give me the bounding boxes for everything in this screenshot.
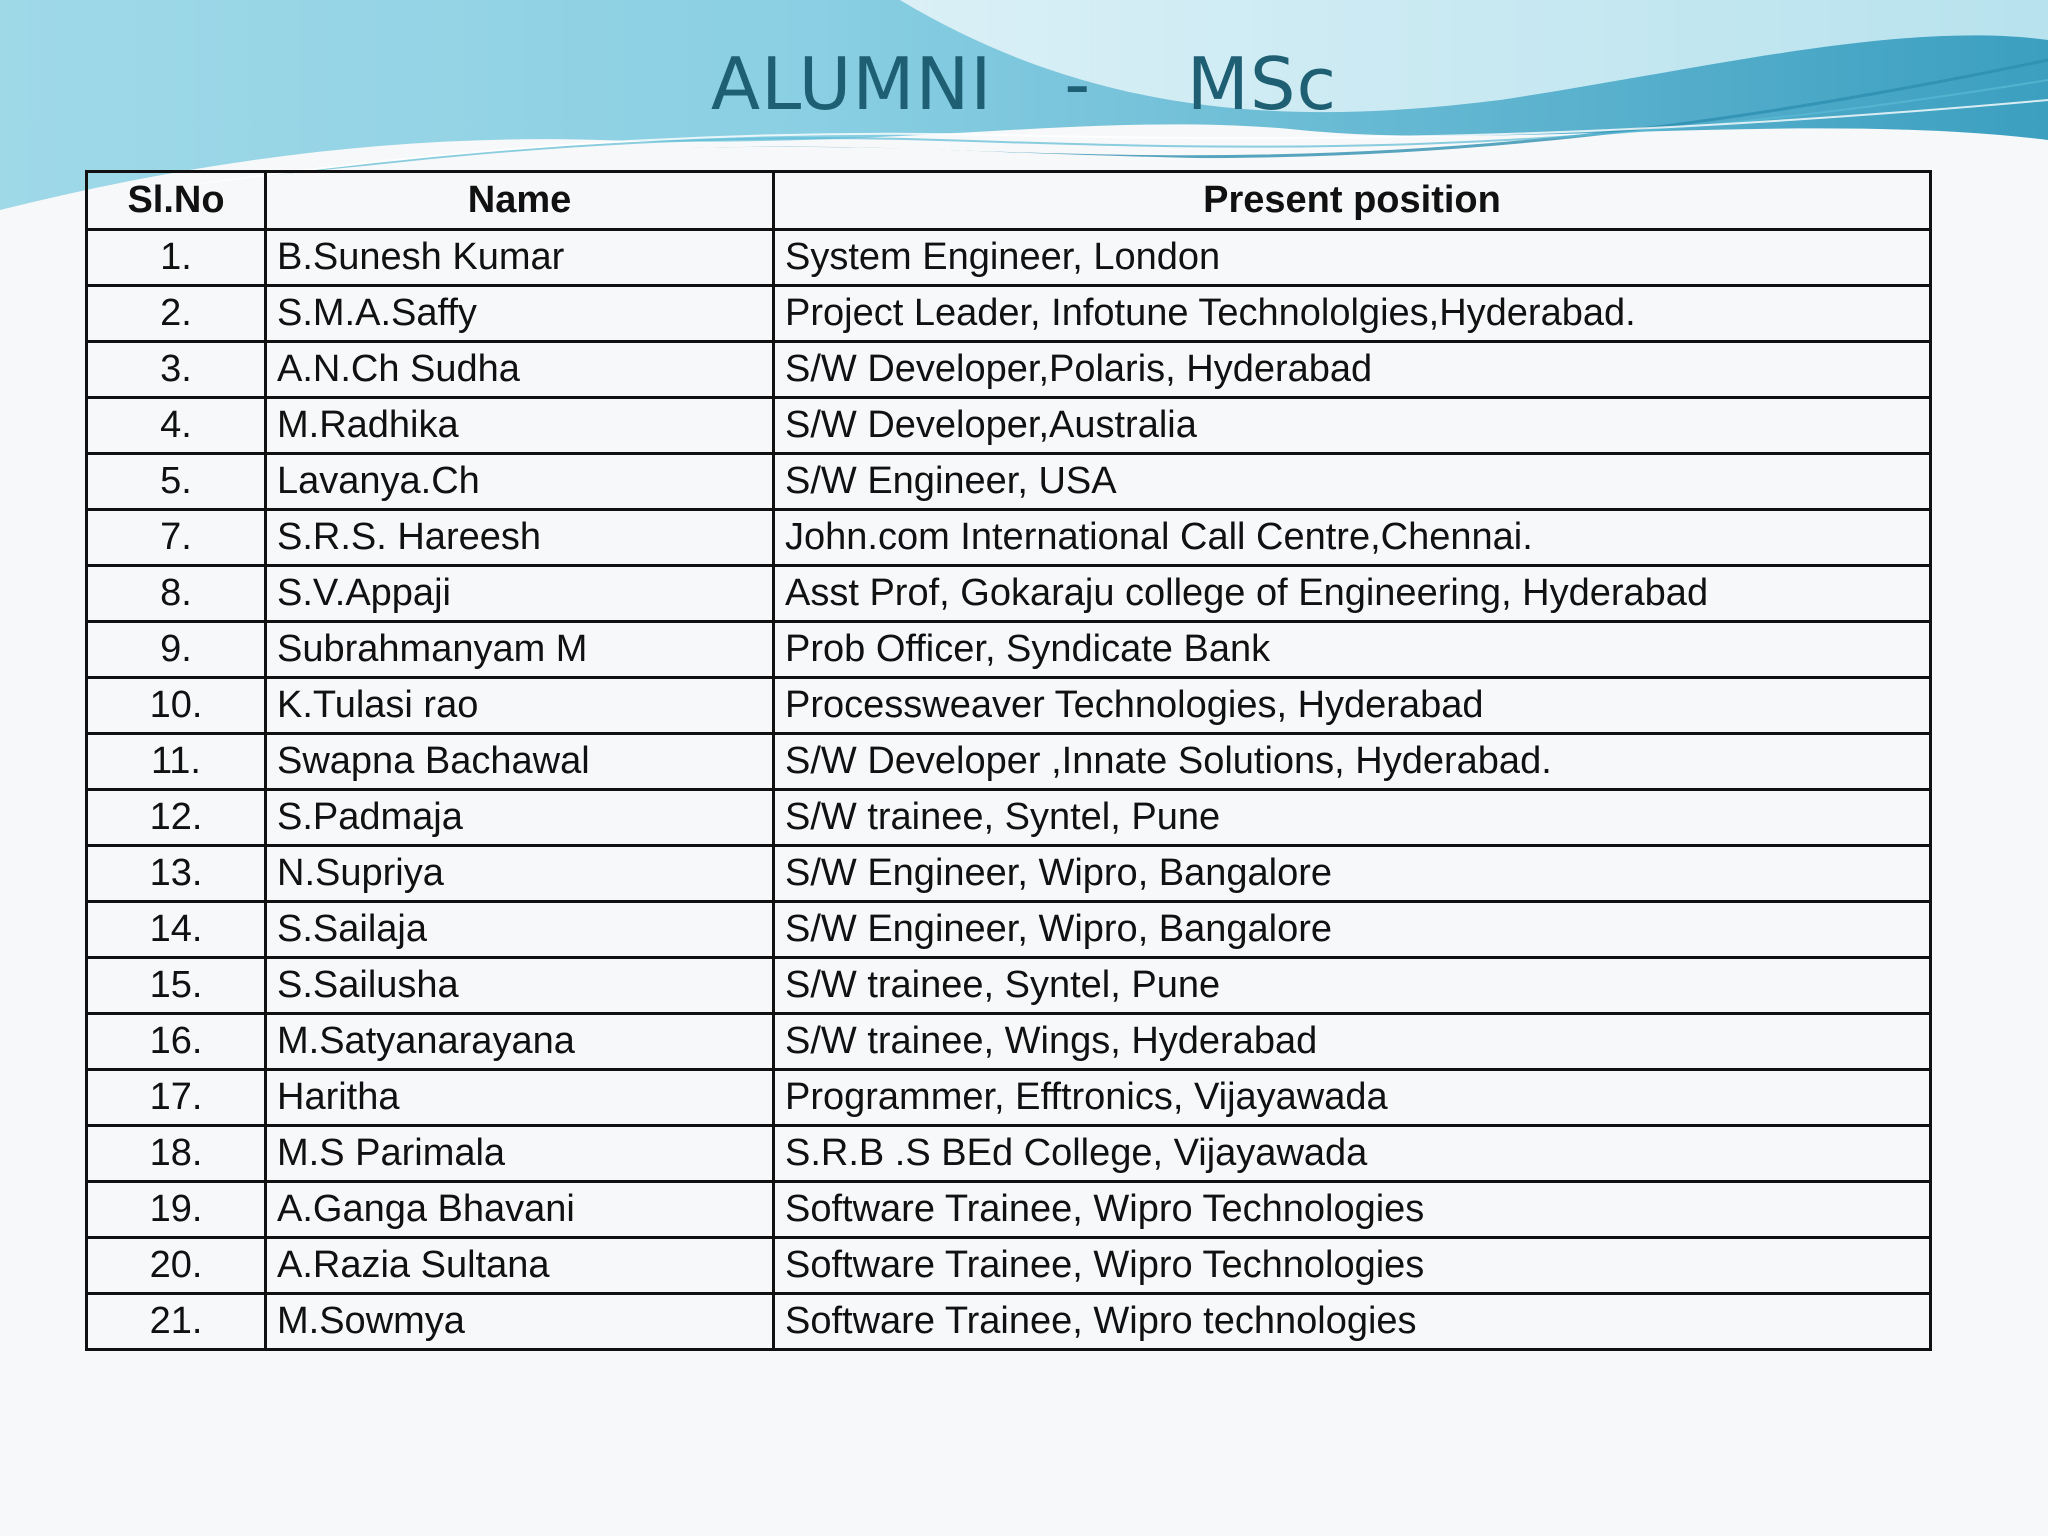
table-row [87,510,1931,566]
table-row [87,398,1931,454]
table-row [87,230,1931,286]
cell-name: Lavanya.Ch [266,454,774,510]
cell-sl-no: 14. [87,902,266,958]
cell-name: A.Razia Sultana [266,1238,774,1294]
cell-name: K.Tulasi rao [266,678,774,734]
cell-name: S.M.A.Saffy [266,286,774,342]
cell-sl-no: 17. [87,1070,266,1126]
cell-sl-no: 20. [87,1238,266,1294]
cell-name: A.N.Ch Sudha [266,342,774,398]
cell-name: A.Ganga Bhavani [266,1182,774,1238]
cell-sl-no: 7. [87,510,266,566]
cell-name: S.Padmaja [266,790,774,846]
table-row [87,678,1931,734]
table-row [87,454,1931,510]
alumni-table-container [85,170,1929,1351]
cell-position: S/W trainee, Syntel, Pune [774,958,1931,1014]
cell-position: Programmer, Efftronics, Vijayawada [774,1070,1931,1126]
cell-position: S/W Developer,Polaris, Hyderabad [774,342,1931,398]
cell-sl-no: 10. [87,678,266,734]
table-row [87,958,1931,1014]
cell-position: Processweaver Technologies, Hyderabad [774,678,1931,734]
header-name: Name [266,172,774,230]
cell-name: S.Sailusha [266,958,774,1014]
slide-title: ALUMNI - MSc [710,42,1338,126]
cell-name: M.Satyanarayana [266,1014,774,1070]
table-row [87,1238,1931,1294]
table-row [87,1070,1931,1126]
cell-name: S.R.S. Hareesh [266,510,774,566]
cell-sl-no: 5. [87,454,266,510]
header-present-position: Present position [774,172,1931,230]
cell-sl-no: 13. [87,846,266,902]
cell-sl-no: 16. [87,1014,266,1070]
cell-sl-no: 3. [87,342,266,398]
cell-position: S/W Engineer, Wipro, Bangalore [774,846,1931,902]
cell-position: Software Trainee, Wipro Technologies [774,1238,1931,1294]
cell-sl-no: 1. [87,230,266,286]
cell-position: System Engineer, London [774,230,1931,286]
cell-position: Prob Officer, Syndicate Bank [774,622,1931,678]
table-row [87,734,1931,790]
table-row [87,622,1931,678]
alumni-table [85,170,1932,1351]
cell-name: S.V.Appaji [266,566,774,622]
cell-name: N.Supriya [266,846,774,902]
cell-position: S/W Engineer, USA [774,454,1931,510]
cell-position: S/W trainee, Syntel, Pune [774,790,1931,846]
cell-name: M.S Parimala [266,1126,774,1182]
cell-position: Asst Prof, Gokaraju college of Engineering, Hyderabad [774,566,1931,622]
cell-name: S.Sailaja [266,902,774,958]
cell-position: S.R.B .S BEd College, Vijayawada [774,1126,1931,1182]
table-row [87,1182,1931,1238]
table-row [87,902,1931,958]
table-row [87,566,1931,622]
cell-name: Subrahmanyam M [266,622,774,678]
cell-sl-no: 15. [87,958,266,1014]
table-row [87,846,1931,902]
cell-sl-no: 21. [87,1294,266,1350]
table-row [87,1014,1931,1070]
cell-name: Haritha [266,1070,774,1126]
table-row [87,790,1931,846]
cell-name: M.Radhika [266,398,774,454]
cell-name: B.Sunesh Kumar [266,230,774,286]
cell-sl-no: 12. [87,790,266,846]
cell-position: S/W Developer ,Innate Solutions, Hyderabad. [774,734,1931,790]
cell-position: S/W Engineer, Wipro, Bangalore [774,902,1931,958]
cell-position: John.com International Call Centre,Chennai. [774,510,1931,566]
cell-sl-no: 2. [87,286,266,342]
cell-sl-no: 19. [87,1182,266,1238]
cell-sl-no: 11. [87,734,266,790]
cell-name: M.Sowmya [266,1294,774,1350]
cell-sl-no: 9. [87,622,266,678]
table-row [87,342,1931,398]
header-sl-no: Sl.No [87,172,266,230]
cell-sl-no: 8. [87,566,266,622]
cell-position: Software Trainee, Wipro technologies [774,1294,1931,1350]
table-row [87,1126,1931,1182]
cell-sl-no: 18. [87,1126,266,1182]
cell-position: Software Trainee, Wipro Technologies [774,1182,1931,1238]
cell-sl-no: 4. [87,398,266,454]
cell-name: Swapna Bachawal [266,734,774,790]
cell-position: S/W trainee, Wings, Hyderabad [774,1014,1931,1070]
table-header-row [87,172,1931,230]
cell-position: Project Leader, Infotune Technololgies,Hyderabad. [774,286,1931,342]
cell-position: S/W Developer,Australia [774,398,1931,454]
table-row [87,1294,1931,1350]
table-row [87,286,1931,342]
